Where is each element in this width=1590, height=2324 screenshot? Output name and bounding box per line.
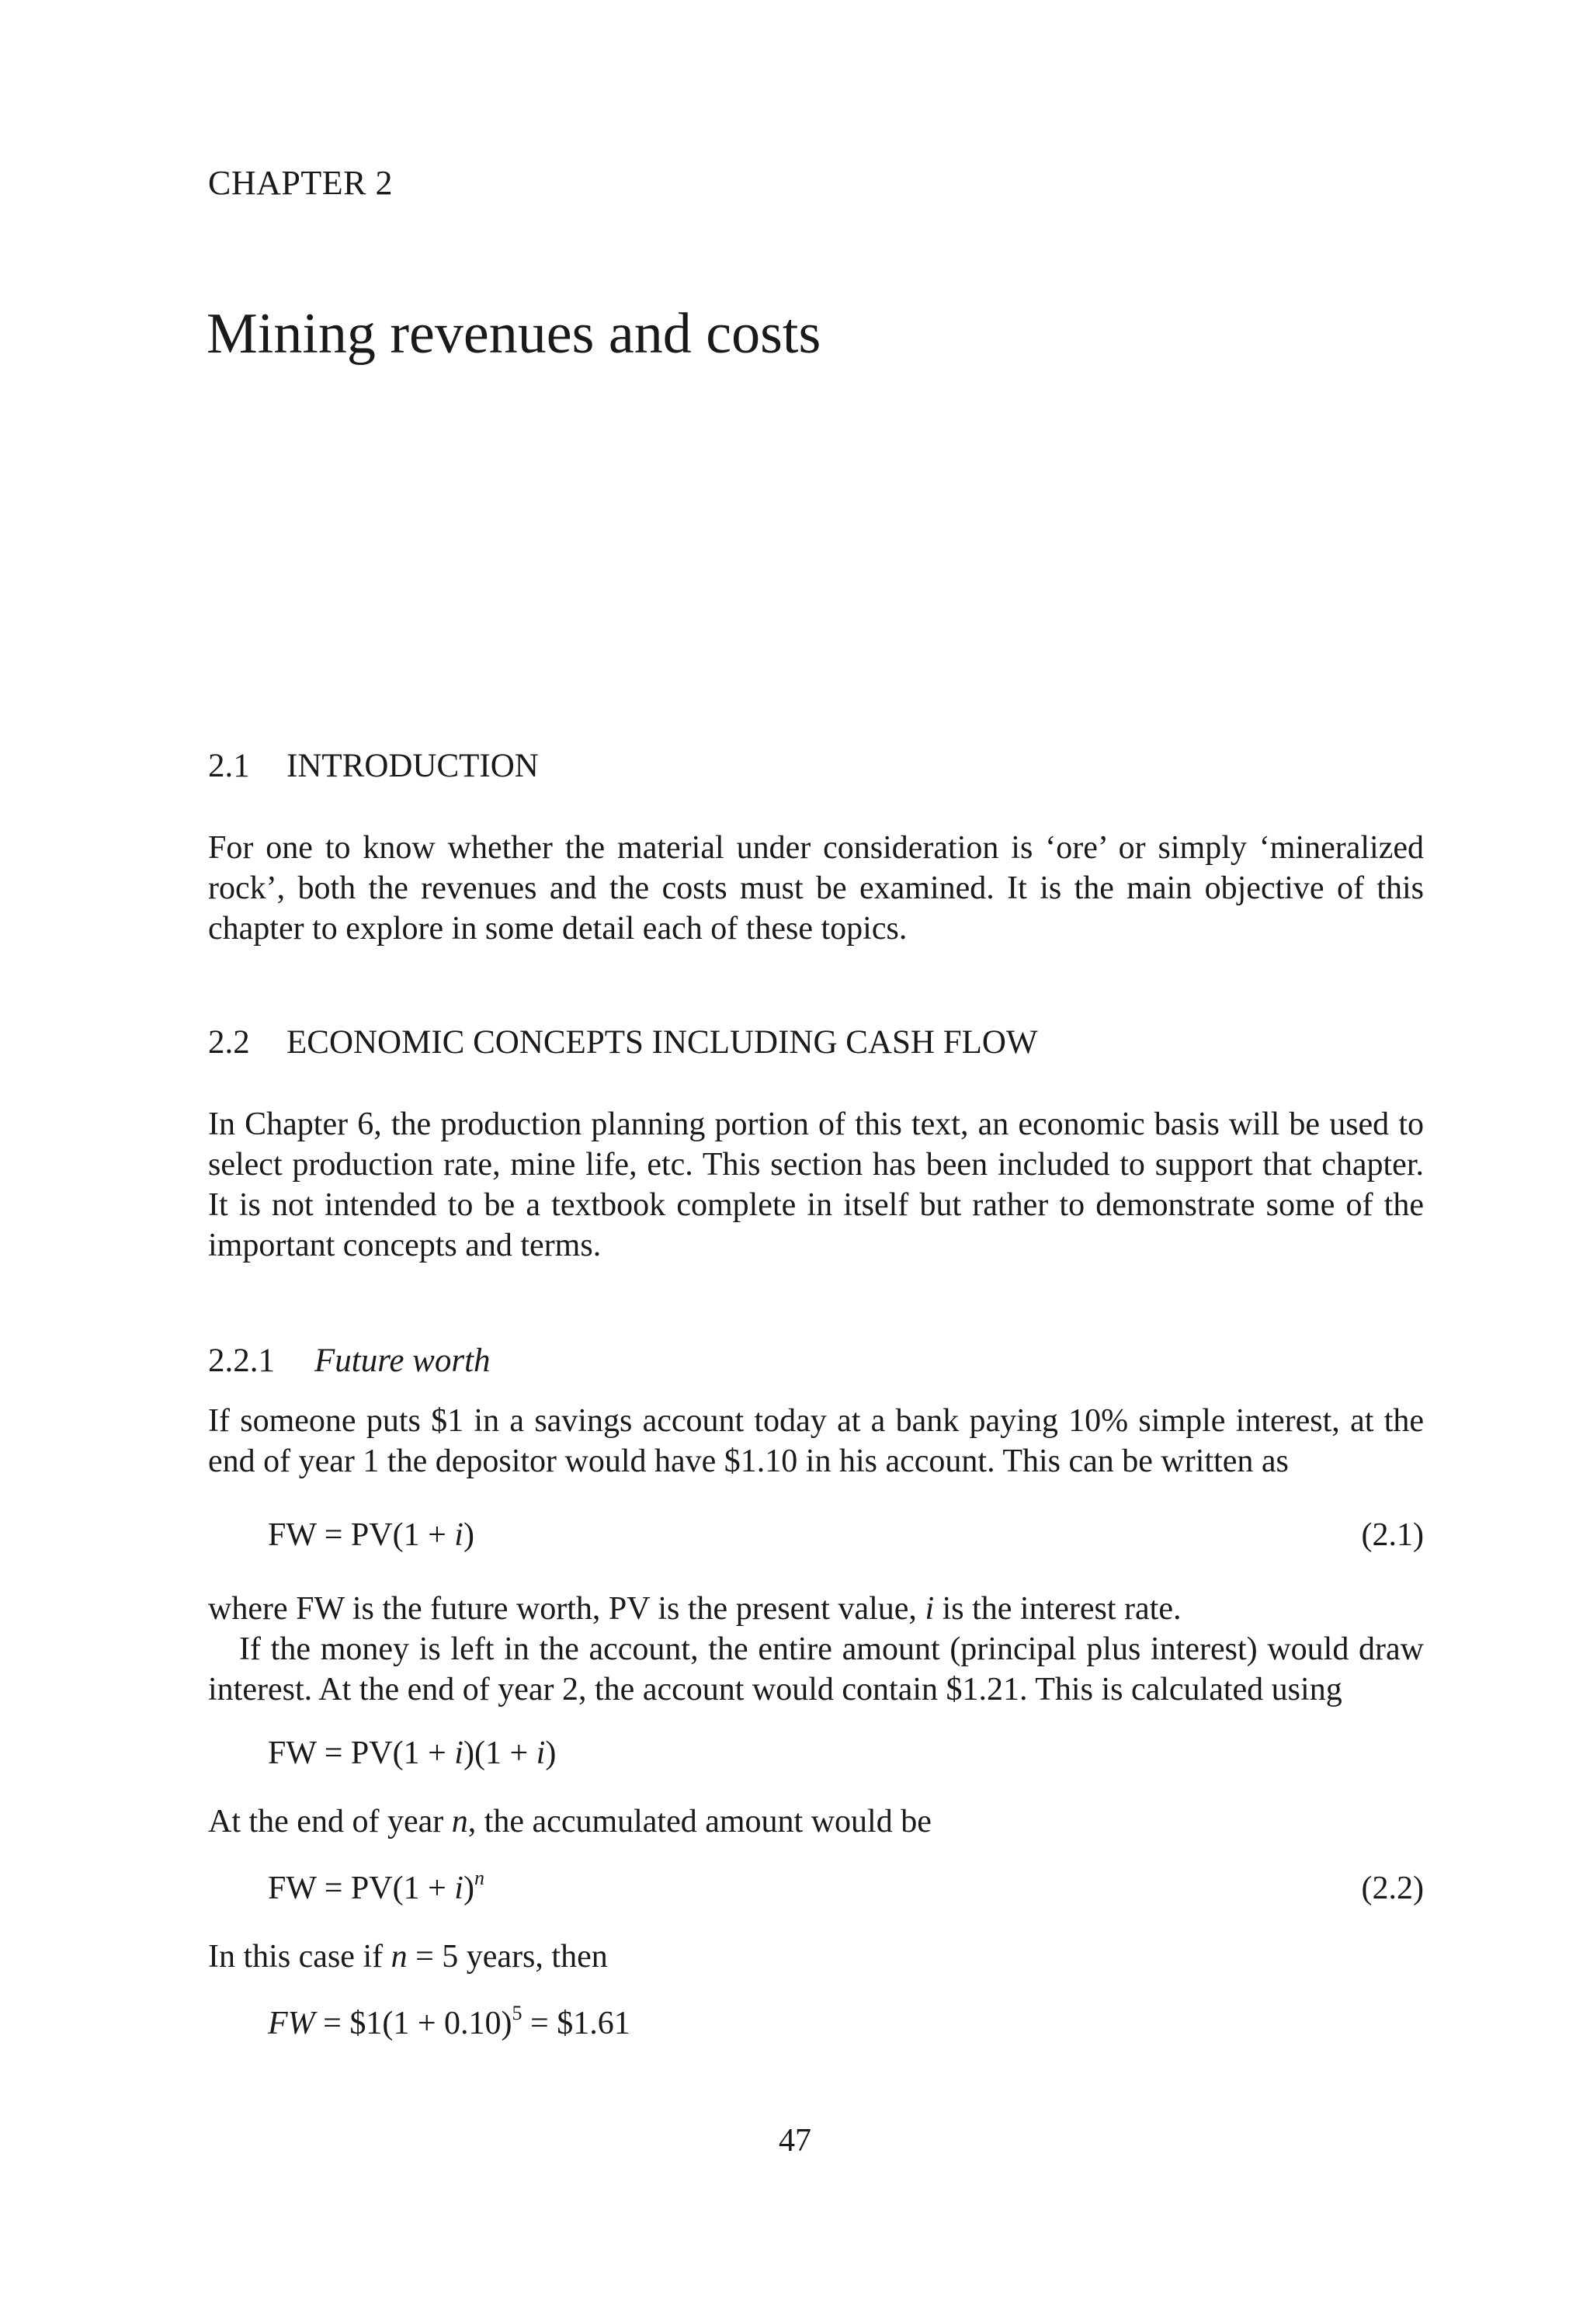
text-line: select production rate, mine life, etc. This section has been included to support that chapter.: [208, 1147, 1424, 1183]
paragraph-end-year-n: [208, 1801, 1424, 1842]
section-title: INTRODUCTION: [286, 748, 539, 784]
section-heading-2-2: [208, 1023, 1038, 1061]
text-line: chapter to explore in some detail each of these topics.: [208, 911, 908, 947]
text-line: It is not intended to be a textbook complete in itself but rather to demonstrate some of the: [208, 1187, 1424, 1223]
text-line: where FW is the future worth, PV is the present value, i is the interest rate.: [208, 1591, 1182, 1627]
paragraph-introduction: [208, 828, 1424, 949]
equation-five-years: FW = $1(1 + 0.10)$^5$ = $1.61: [268, 2002, 630, 2041]
text-line: For one to know whether the material under consideration is ‘ore’ or simply ‘mineralized: [208, 830, 1424, 866]
chapter-title: Mining revenues and costs: [207, 302, 821, 366]
paragraph-economic-concepts: [208, 1104, 1424, 1266]
text-line: interest. At the end of year 2, the account would contain $1.21. This is calculated using: [208, 1672, 1342, 1707]
equation-2-1: FW = PV(1 + i): [268, 1517, 474, 1553]
paragraph-where: [208, 1589, 1424, 1629]
equation-2-2: FW = $PV(1 + i)^n$: [268, 1867, 484, 1906]
text-line: important concepts and terms.: [208, 1228, 602, 1263]
text-line: At the end of year n, the accumulated amount would be: [208, 1804, 932, 1839]
text-line: end of year 1 the depositor would have $1.10 in his account. This can be written as: [208, 1443, 1289, 1479]
paragraph-case: [208, 1937, 1424, 1977]
subsection-number: 2.2.1: [208, 1343, 275, 1379]
equation-two-years: FW = PV(1 + i)(1 + i): [268, 1735, 557, 1771]
paragraph-compound: [208, 1629, 1424, 1710]
section-number: 2.2: [208, 1024, 250, 1061]
equation-number-2-1: (2.1): [1361, 1517, 1424, 1553]
subsection-heading-2-2-1: [208, 1342, 491, 1380]
section-heading-2-1: [208, 747, 539, 785]
text-line: If the money is left in the account, the entire amount (principal plus interest) would draw: [239, 1631, 1424, 1667]
text-line: If someone puts $1 in a savings account today at a bank paying 10% simple interest, at the: [208, 1403, 1424, 1439]
page-number: 47: [779, 2123, 811, 2159]
text-line: In Chapter 6, the production planning portion of this text, an economic basis will be used to: [208, 1106, 1424, 1142]
section-title: ECONOMIC CONCEPTS INCLUDING CASH FLOW: [286, 1024, 1038, 1061]
text-line: rock’, both the revenues and the costs must be examined. It is the main objective of this: [208, 870, 1424, 906]
paragraph-future-worth-intro: [208, 1401, 1424, 1482]
chapter-label: CHAPTER 2: [208, 164, 393, 202]
text-line: In this case if n = 5 years, then: [208, 1939, 608, 1975]
equation-number-2-2: (2.2): [1361, 1871, 1424, 1906]
section-number: 2.1: [208, 748, 250, 784]
subsection-title: Future worth: [314, 1343, 491, 1379]
